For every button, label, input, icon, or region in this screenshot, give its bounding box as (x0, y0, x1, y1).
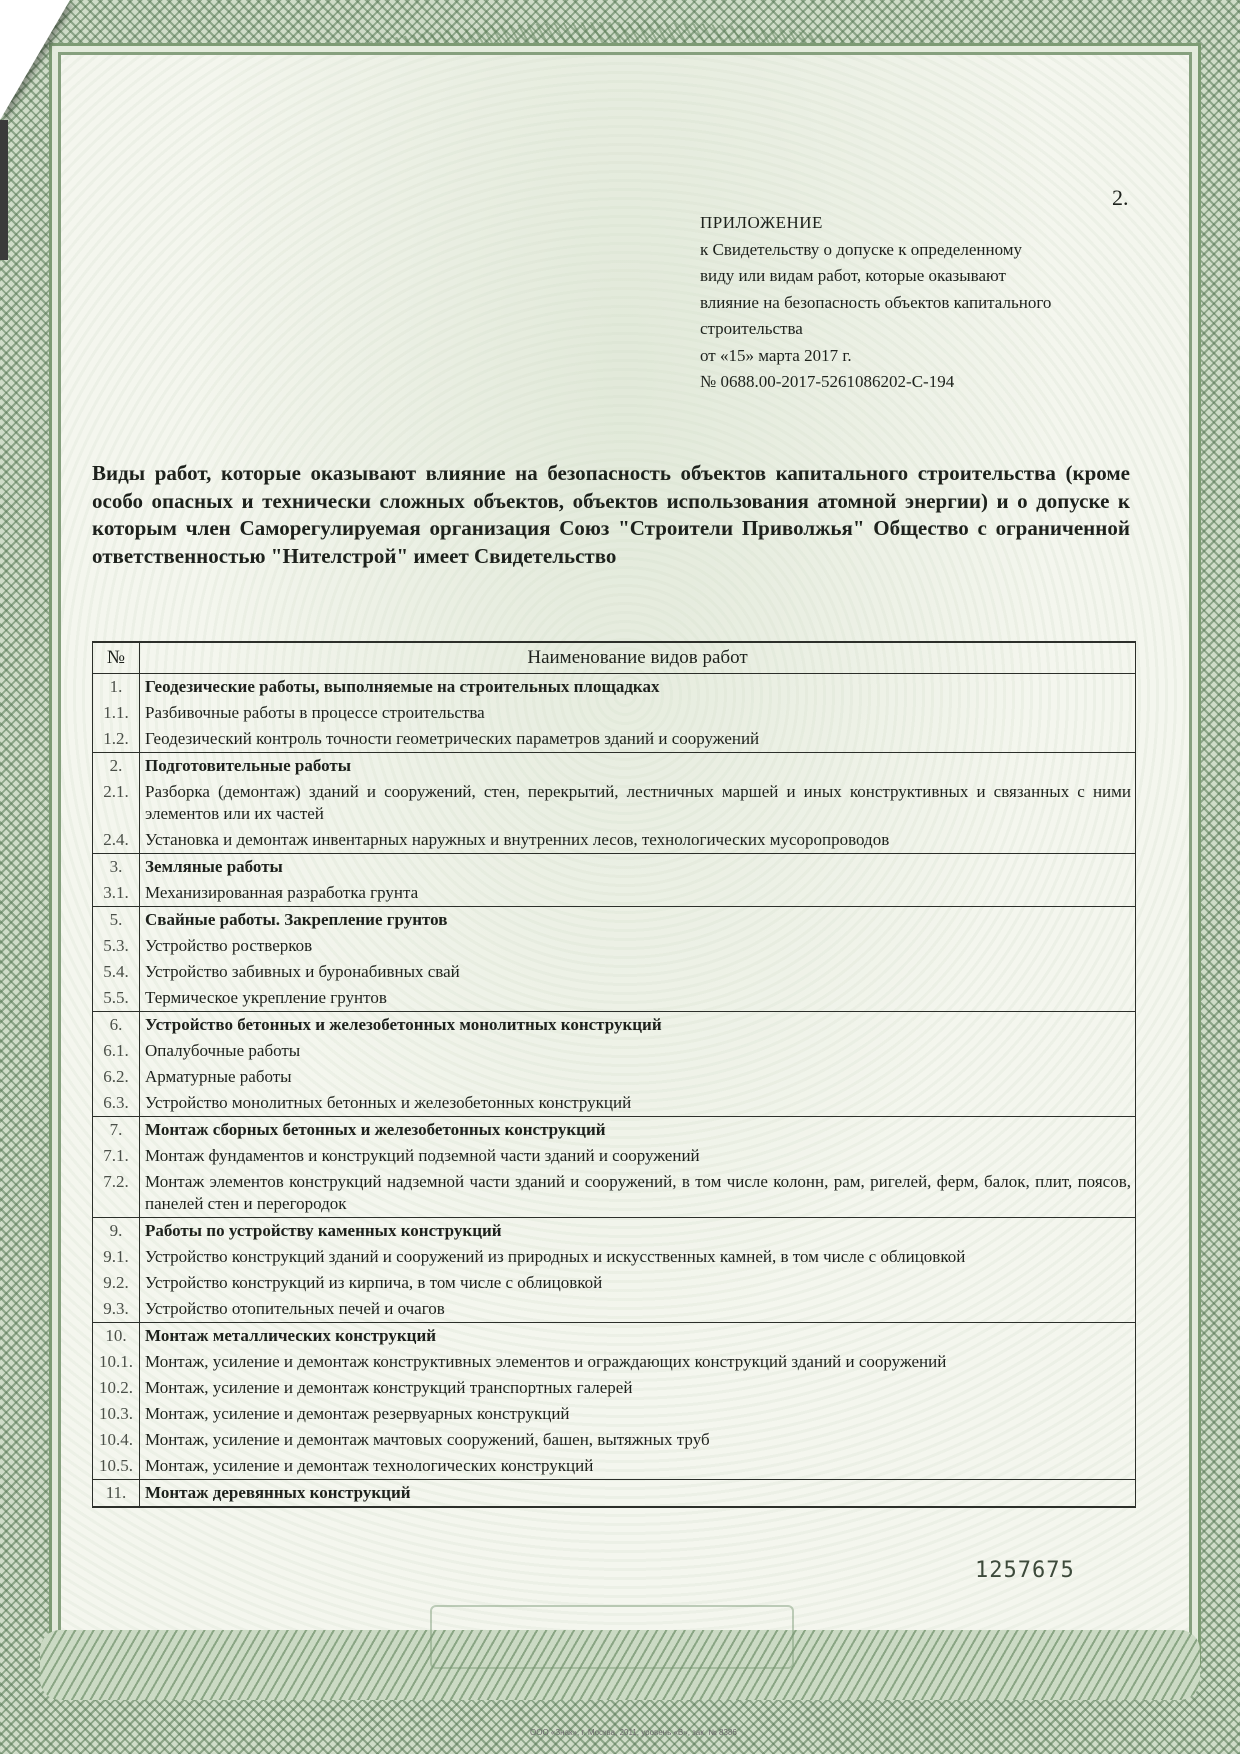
work-name: Механизированная разработка грунта (140, 880, 1136, 907)
table-row (93, 1143, 1136, 1169)
work-number: 5. (93, 907, 140, 934)
table-group-row (93, 1480, 1136, 1508)
work-number: 5.5. (93, 985, 140, 1012)
work-number: 1. (93, 674, 140, 701)
work-number: 7. (93, 1117, 140, 1144)
work-number: 11. (93, 1480, 140, 1508)
work-number: 1.2. (93, 726, 140, 753)
work-number: 9.2. (93, 1270, 140, 1296)
works-table-body (93, 674, 1136, 1508)
work-name: Работы по устройству каменных конструкций (140, 1218, 1136, 1245)
work-number: 9.1. (93, 1244, 140, 1270)
table-group-row (93, 1323, 1136, 1350)
work-name: Устройство отопительных печей и очагов (140, 1296, 1136, 1323)
table-row (93, 700, 1136, 726)
table-row (93, 880, 1136, 907)
table-group-row (93, 1218, 1136, 1245)
table-row (93, 1270, 1136, 1296)
work-name: Установка и демонтаж инвентарных наружных и внутренних лесов, технологических мусоропроводов (140, 827, 1136, 854)
work-number: 10. (93, 1323, 140, 1350)
table-row (93, 1169, 1136, 1218)
table-row (93, 933, 1136, 959)
work-number: 10.4. (93, 1427, 140, 1453)
work-name: Монтаж, усиление и демонтаж технологических конструкций (140, 1453, 1136, 1480)
work-name: Геодезические работы, выполняемые на строительных площадках (140, 674, 1136, 701)
table-row (93, 827, 1136, 854)
work-number: 5.3. (93, 933, 140, 959)
work-number: 7.2. (93, 1169, 140, 1218)
work-number: 6. (93, 1012, 140, 1039)
table-row (93, 779, 1136, 827)
work-name: Монтаж элементов конструкций надземной части зданий и сооружений, в том числе колонн, рам, ригелей, ферм, балок, плит, поясов, панелей стен и перегородок (140, 1169, 1136, 1218)
table-row (93, 1244, 1136, 1270)
table-group-row (93, 854, 1136, 881)
work-number: 2.1. (93, 779, 140, 827)
appendix-lines (700, 237, 1140, 396)
work-number: 9.3. (93, 1296, 140, 1323)
work-number: 6.1. (93, 1038, 140, 1064)
work-name: Монтаж сборных бетонных и железобетонных конструкций (140, 1117, 1136, 1144)
work-number: 5.4. (93, 959, 140, 985)
works-table (92, 641, 1136, 1508)
work-name: Устройство монолитных бетонных и железобетонных конструкций (140, 1090, 1136, 1117)
appendix-line: строительства (700, 319, 803, 338)
scan-edge-shadow (0, 120, 8, 260)
work-name: Монтаж металлических конструкций (140, 1323, 1136, 1350)
work-name: Геодезический контроль точности геометрических параметров зданий и сооружений (140, 726, 1136, 753)
table-group-row (93, 1117, 1136, 1144)
work-name: Монтаж, усиление и демонтаж резервуарных конструкций (140, 1401, 1136, 1427)
printer-imprint: ООО «Знак», г. Москва, 2011, уровень «В», зак. № 8386 (530, 1728, 737, 1737)
table-row (93, 1038, 1136, 1064)
table-group-row (93, 1012, 1136, 1039)
appendix-line: к Свидетельству о допуске к определенному (700, 239, 1023, 259)
table-row (93, 959, 1136, 985)
work-name: Монтаж фундаментов и конструкций подземной части зданий и сооружений (140, 1143, 1136, 1169)
work-name: Устройство забивных и буронабивных свай (140, 959, 1136, 985)
work-name: Монтаж деревянных конструкций (140, 1480, 1136, 1508)
appendix-line: влияние на безопасность объектов капитального (700, 292, 1052, 312)
work-number: 7.1. (93, 1143, 140, 1169)
table-group-row (93, 753, 1136, 780)
work-name: Устройство конструкций зданий и сооружений из природных и искусственных камней, в том числе с облицовкой (140, 1244, 1136, 1270)
page-number: 2. (1112, 185, 1129, 210)
folded-corner (0, 0, 70, 120)
work-name: Устройство ростверков (140, 933, 1136, 959)
work-number: 2. (93, 753, 140, 780)
document-heading: Виды работ, которые оказывают влияние на безопасность объектов капитального строительства (кроме особо опасных и технически сложных объектов, объектов использования атомной энергии) и о допуске к которым член Саморегулируемая организация Союз "Строители Приволжья" Общество с ограниченной ответственностью "Нителстрой" имеет Свидетельство (92, 461, 1130, 568)
work-name: Земляные работы (140, 854, 1136, 881)
table-row (93, 1375, 1136, 1401)
work-name: Устройство конструкций из кирпича, в том числе с облицовкой (140, 1270, 1136, 1296)
work-number: 3. (93, 854, 140, 881)
appendix-line: виду или видам работ, которые оказывают (700, 266, 1006, 285)
work-name: Термическое укрепление грунтов (140, 985, 1136, 1012)
appendix-title: ПРИЛОЖЕНИЕ (700, 213, 823, 232)
work-number: 10.5. (93, 1453, 140, 1480)
table-row (93, 1349, 1136, 1375)
work-name: Разборка (демонтаж) зданий и сооружений, стен, перекрытий, лестничных маршей и иных конструктивных и связанных с ними элементов или их частей (140, 779, 1136, 827)
work-name: Монтаж, усиление и демонтаж конструкций транспортных галерей (140, 1375, 1136, 1401)
table-row (93, 1064, 1136, 1090)
work-name: Арматурные работы (140, 1064, 1136, 1090)
work-name: Подготовительные работы (140, 753, 1136, 780)
work-number: 1.1. (93, 700, 140, 726)
work-number: 2.4. (93, 827, 140, 854)
work-number: 10.2. (93, 1375, 140, 1401)
work-name: Свайные работы. Закрепление грунтов (140, 907, 1136, 934)
table-row (93, 1401, 1136, 1427)
serial-number: 1257675 (975, 1558, 1075, 1583)
work-name: Разбивочные работы в процессе строительства (140, 700, 1136, 726)
work-number: 3.1. (93, 880, 140, 907)
table-row (93, 1453, 1136, 1480)
work-name: Монтаж, усиление и демонтаж конструктивных элементов и ограждающих конструкций зданий и сооружений (140, 1349, 1136, 1375)
table-header-row (93, 642, 1136, 674)
work-name: Устройство бетонных и железобетонных монолитных конструкций (140, 1012, 1136, 1039)
table-row (93, 985, 1136, 1012)
work-name: Монтаж, усиление и демонтаж мачтовых сооружений, башен, вытяжных труб (140, 1427, 1136, 1453)
table-row (93, 1090, 1136, 1117)
work-number: 10.1. (93, 1349, 140, 1375)
appendix-line: № 0688.00-2017-5261086202-С-194 (700, 372, 955, 391)
work-number: 6.3. (93, 1090, 140, 1117)
column-header-number: № (93, 642, 140, 674)
table-group-row (93, 674, 1136, 701)
work-number: 10.3. (93, 1401, 140, 1427)
table-row (93, 726, 1136, 753)
column-header-name: Наименование видов работ (140, 642, 1136, 674)
appendix-block (700, 210, 1140, 396)
table-row (93, 1296, 1136, 1323)
appendix-line: от «15» марта 2017 г. (700, 345, 852, 365)
table-group-row (93, 907, 1136, 934)
work-number: 6.2. (93, 1064, 140, 1090)
work-number: 9. (93, 1218, 140, 1245)
table-row (93, 1427, 1136, 1453)
work-name: Опалубочные работы (140, 1038, 1136, 1064)
watermark-emblem (430, 1605, 794, 1669)
